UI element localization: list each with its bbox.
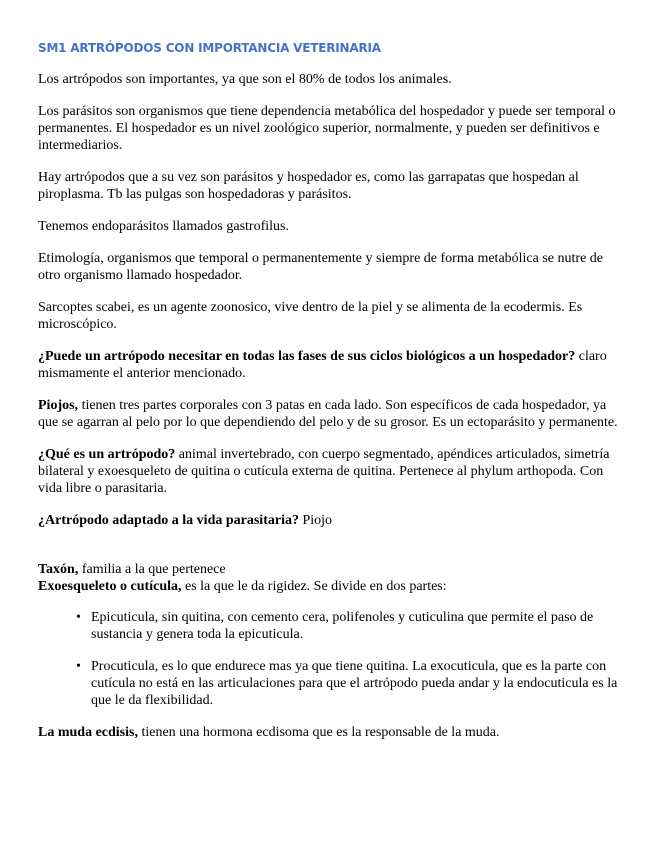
document-title: SM1 ARTRÓPODOS CON IMPORTANCIA VETERINARIA — [38, 41, 381, 55]
paragraph-que-es-artropodo — [38, 446, 627, 497]
list-item — [76, 609, 627, 643]
question-hospedador-answer: claro mismamente el anterior mencionado. — [38, 349, 607, 381]
paragraph-adaptado-parasitaria — [38, 512, 627, 529]
piojos-text: tienen tres partes corporales con 3 patas en cada lado. Son específicos de cada hospedador, ya que se agarran al pelo por lo que dependiendo del pelo y de su grosor. Es un ectoparásito y permanente. — [38, 398, 618, 430]
bullet-icon: • — [76, 610, 81, 625]
paragraph-etimologia: Etimología, organismos que temporal o permanentemente y siempre de forma metabólica se nutre de otro organismo llamado hospedador. — [38, 251, 604, 283]
paragraph-parasitos: Los parásitos son organismos que tiene dependencia metabólica del hospedador y puede ser temporal o permanentes. El hospedador es un nivel zoológico superior, normalmente, y pueden ser definitivos e intermediarios. — [38, 104, 616, 153]
paragraph-sarcoptes: Sarcoptes scabei, es un agente zoonosico, vive dentro de la piel y se alimenta de la ecodermis. Es microscópico. — [38, 300, 583, 332]
bullet-icon: • — [76, 659, 81, 674]
muda-ecdisis-text: tienen una hormona ecdisoma que es la responsable de la muda. — [137, 725, 500, 740]
exoesqueleto-bold: Exoesqueleto o cutícula, — [38, 579, 182, 594]
paragraph-endoparasitos: Tenemos endoparásitos llamados gastrofilus. — [38, 219, 289, 234]
que-es-artropodo-text: animal invertebrado, con cuerpo segmentado, apéndices articulados, simetría bilateral y exoesqueleto de quitina o cutícula externa de quitina. Pertenece al phylum arthopoda. Con vida libre o parasitaria. — [38, 447, 610, 496]
paragraph-exoesqueleto — [38, 578, 627, 595]
paragraph-garrapatas: Hay artrópodos que a su vez son parásitos y hospedador es, como las garrapatas que hospedan al piroplasma. Tb las pulgas son hospedadoras y parásitos. — [38, 170, 579, 202]
cuticula-bullet-list — [38, 609, 627, 709]
adaptado-parasitaria-text: Piojo — [298, 513, 333, 528]
paragraph-taxon — [38, 561, 627, 578]
adaptado-parasitaria-bold: ¿Artrópodo adaptado a la vida parasitaria? — [38, 513, 299, 528]
que-es-artropodo-bold: ¿Qué es un artrópodo? — [38, 447, 176, 462]
taxon-text: familia a la que pertenece — [78, 562, 226, 577]
bullet-procuticula-text: Procuticula, es lo que endurece mas ya que tiene quitina. La exocuticula, que es la parte con cutícula no está en las articulaciones para que el artrópodo pueda andar y la endocuticula es la que le da flexibilidad. — [91, 659, 618, 708]
piojos-bold: Piojos, — [38, 398, 79, 413]
bullet-epicuticula-text: Epicuticula, sin quitina, con cemento cera, polifenoles y cuticulina que permite el paso de sustancia y genera toda la epicuticula. — [91, 610, 594, 642]
exoesqueleto-text: es la que le da rigidez. Se divide en dos partes: — [181, 579, 447, 594]
muda-ecdisis-bold: La muda ecdisis, — [38, 725, 138, 740]
list-item — [76, 658, 627, 709]
taxon-bold: Taxón, — [38, 562, 79, 577]
blank-line — [38, 544, 627, 561]
paragraph-artropodos-importantes: Los artrópodos son importantes, ya que son el 80% de todos los animales. — [38, 72, 452, 87]
question-hospedador-bold: ¿Puede un artrópodo necesitar en todas las fases de sus ciclos biológicos a un hospedador? — [38, 349, 576, 364]
paragraph-piojos — [38, 397, 627, 431]
paragraph-muda-ecdisis — [38, 724, 627, 741]
paragraph-question-hospedador — [38, 348, 627, 382]
